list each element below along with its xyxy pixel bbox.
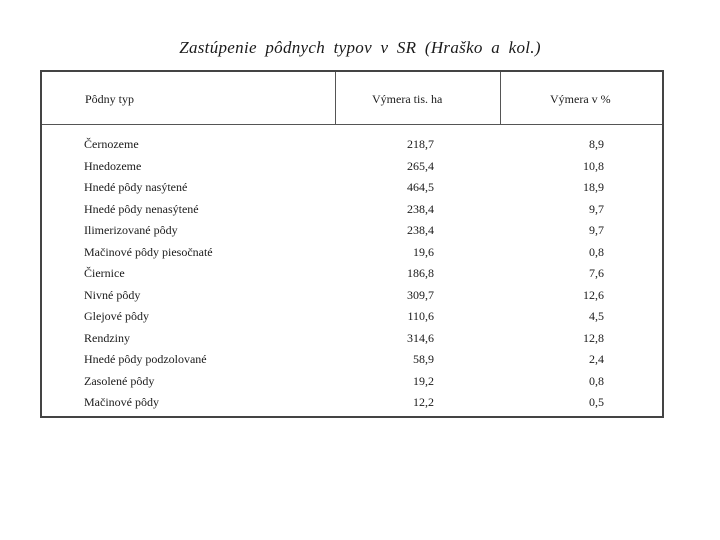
column-divider — [335, 72, 336, 124]
table-row — [42, 328, 662, 350]
soil-type-name: Hnedozeme — [84, 158, 142, 173]
table-row — [42, 263, 662, 285]
percent-value: 9,7 — [589, 223, 604, 237]
table-row — [42, 306, 662, 328]
percent-value: 0,8 — [589, 373, 604, 388]
percent-value: 7,6 — [589, 266, 604, 280]
percent-value: 0,5 — [589, 395, 604, 409]
percent-value: 9,7 — [589, 201, 604, 216]
percent-value: 18,9 — [583, 180, 604, 194]
column-divider — [500, 72, 501, 124]
soil-type-name: Zasolené pôdy — [84, 373, 155, 388]
table-row — [42, 349, 662, 371]
table-row — [42, 199, 662, 221]
soil-type-name: Hnedé pôdy nasýtené — [84, 180, 188, 194]
percent-value: 0,8 — [589, 244, 604, 259]
area-value: 309,7 — [407, 287, 434, 302]
percent-value: 12,8 — [583, 330, 604, 345]
table-row — [42, 371, 662, 393]
area-value: 238,4 — [407, 201, 434, 216]
table-row — [42, 156, 662, 178]
table-row — [42, 285, 662, 307]
area-value: 19,2 — [413, 373, 434, 388]
soil-type-name: Glejové pôdy — [84, 309, 149, 323]
area-value: 19,6 — [413, 244, 434, 259]
area-value: 218,7 — [407, 137, 434, 151]
soil-type-name: Čiernice — [84, 266, 125, 280]
area-value: 265,4 — [407, 158, 434, 173]
percent-value: 10,8 — [583, 158, 604, 173]
percent-value: 4,5 — [589, 309, 604, 323]
table-row — [42, 392, 662, 414]
soil-type-name: Hnedé pôdy podzolované — [84, 352, 207, 366]
header-area-percent: Výmera v % — [550, 92, 611, 106]
header-divider — [42, 124, 662, 125]
soil-type-name: Hnedé pôdy nenasýtené — [84, 201, 199, 216]
soil-type-name: Mačinové pôdy piesočnaté — [84, 244, 213, 259]
soil-type-name: Černozeme — [84, 137, 139, 151]
soil-type-name: Ilimerizované pôdy — [84, 223, 178, 237]
percent-value: 12,6 — [583, 287, 604, 302]
soil-type-name: Rendziny — [84, 330, 130, 345]
table-row — [42, 242, 662, 264]
area-value: 238,4 — [407, 223, 434, 237]
table-row — [42, 177, 662, 199]
area-value: 58,9 — [413, 352, 434, 366]
page-title: Zastúpenie pôdnych typov v SR (Hraško a kol.) — [179, 38, 541, 57]
header-soil-type: Pôdny typ — [85, 92, 135, 106]
area-value: 464,5 — [407, 180, 434, 194]
soil-types-table — [40, 70, 664, 418]
table-row — [42, 134, 662, 156]
header-area-thousand-ha: Výmera tis. ha — [372, 92, 443, 106]
soil-type-name: Mačinové pôdy — [84, 395, 159, 409]
percent-value: 8,9 — [589, 137, 604, 151]
table-row — [42, 220, 662, 242]
area-value: 110,6 — [407, 309, 434, 323]
area-value: 12,2 — [413, 395, 434, 409]
percent-value: 2,4 — [589, 352, 604, 366]
area-value: 186,8 — [407, 266, 434, 280]
area-value: 314,6 — [407, 330, 434, 345]
soil-type-name: Nivné pôdy — [84, 287, 141, 302]
table-body — [42, 134, 662, 414]
